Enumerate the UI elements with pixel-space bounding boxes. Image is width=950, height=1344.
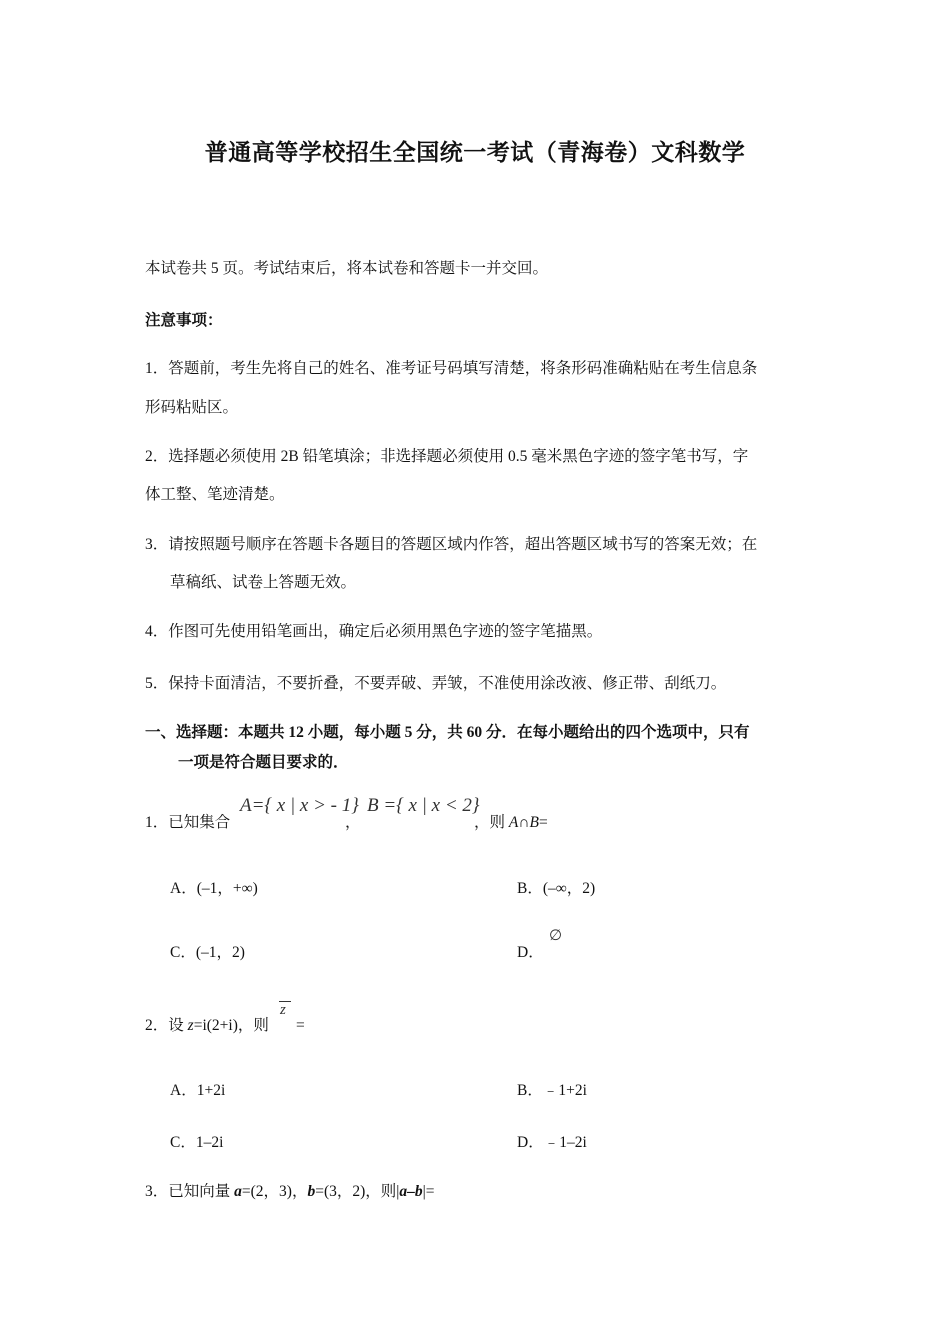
question-number: 2． — [145, 1017, 169, 1034]
set-b-formula: B ={ x | x < 2} — [367, 795, 480, 816]
notice-heading: 注意事项： — [145, 312, 223, 329]
vector-b: b — [307, 1183, 316, 1200]
notice-item-3-cont: 草稿纸、试卷上答题无效。 — [170, 574, 357, 591]
notice-item-4 — [145, 622, 602, 642]
question-number: 3． — [145, 1183, 169, 1200]
option-text: (–∞，2) — [542, 880, 596, 897]
conjugate-z: z — [280, 1002, 286, 1018]
intersection-expr: A∩B — [508, 814, 540, 831]
notice-number: 4． — [145, 623, 169, 640]
q2-option-d[interactable] — [517, 1130, 587, 1152]
set-a-formula: A={ x | x > - 1} — [240, 795, 359, 816]
notice-number: 3． — [145, 536, 169, 553]
notice-number: 2． — [145, 448, 169, 465]
notice-text: 作图可先使用铅笔画出，确定后必须用黑色字迹的签字笔描黑。 — [168, 623, 603, 640]
option-label: B． — [517, 1082, 543, 1099]
option-label: B． — [517, 880, 543, 897]
variable-z: z — [187, 1017, 194, 1034]
empty-set-symbol: ∅ — [549, 928, 563, 944]
notice-item-1-cont: 形码粘贴区。 — [145, 399, 239, 416]
option-label: A． — [170, 880, 197, 897]
question-1-suffix — [474, 813, 548, 833]
question-2-stem — [145, 1016, 269, 1036]
section-heading-cont: 一项是符合题目要求的． — [178, 754, 349, 771]
notice-text: 选择题必须使用 2B 铅笔填涂；非选择题必须使用 0.5 毫米黑色字迹的签字笔书写，字 — [168, 448, 749, 465]
question-text: = — [539, 814, 548, 831]
option-label: A． — [170, 1082, 197, 1099]
option-text: ﹣1–2i — [543, 1134, 587, 1151]
question-text: 设 — [168, 1017, 188, 1034]
question-1-comma: ， — [345, 814, 361, 831]
question-text: |= — [422, 1183, 435, 1200]
question-text: 已知向量 — [168, 1183, 235, 1200]
section-heading: 一、选择题：本题共 12 小题，每小题 5 分，共 60 分．在每小题给出的四个选项中，只有 — [145, 724, 750, 741]
option-text: ﹣1+2i — [542, 1082, 587, 1099]
q1-option-d[interactable] — [517, 940, 544, 962]
question-text: =(3，2)，则| — [315, 1183, 400, 1200]
question-number: 1． — [145, 814, 169, 831]
notice-number: 1． — [145, 360, 169, 377]
vector-a: a — [234, 1183, 242, 1200]
notice-item-3 — [145, 535, 757, 555]
intro-text: 本试卷共 5 页。考试结束后，将本试卷和答题卡一并交回。 — [145, 260, 549, 277]
option-text: (–1，+∞) — [196, 880, 258, 897]
question-text: 已知集合 — [168, 814, 231, 831]
option-text: 1+2i — [196, 1082, 226, 1099]
q1-option-a[interactable] — [170, 876, 258, 898]
option-label: D． — [517, 944, 544, 961]
notice-text: 答题前，考生先将自己的姓名、准考证号码填写清楚，将条形码准确粘贴在考生信息条 — [168, 360, 758, 377]
question-3-stem — [145, 1182, 435, 1202]
q2-option-c[interactable] — [170, 1130, 223, 1152]
q1-option-b[interactable] — [517, 876, 595, 898]
option-label: C． — [170, 944, 196, 961]
option-text: 1–2i — [195, 1134, 224, 1151]
question-text: =i(2+i)，则 — [193, 1017, 269, 1034]
question-text: =(2，3)， — [241, 1183, 308, 1200]
notice-item-2 — [145, 447, 748, 467]
notice-text: 保持卡面清洁，不要折叠，不要弄破、弄皱，不准使用涂改液、修正带、刮纸刀。 — [168, 675, 727, 692]
page-title: 普通高等学校招生全国统一考试（青海卷）文科数学 — [204, 140, 746, 165]
q2-option-a[interactable] — [170, 1078, 225, 1100]
notice-item-2-cont: 体工整、笔迹清楚。 — [145, 486, 285, 503]
question-1-stem — [145, 813, 230, 833]
vector-difference: a–b — [399, 1183, 423, 1200]
notice-item-5 — [145, 674, 726, 694]
q2-option-b[interactable] — [517, 1078, 587, 1100]
option-label: D． — [517, 1134, 544, 1151]
notice-text: 请按照题号顺序在答题卡各题目的答题区域内作答，超出答题区域书写的答案无效；在 — [168, 536, 758, 553]
question-2-equals: = — [296, 1017, 305, 1034]
notice-number: 5． — [145, 675, 169, 692]
option-label: C． — [170, 1134, 196, 1151]
question-text: ，则 — [474, 814, 509, 831]
option-text: (–1，2) — [195, 944, 245, 961]
q1-option-c[interactable] — [170, 940, 245, 962]
notice-item-1 — [145, 359, 757, 379]
